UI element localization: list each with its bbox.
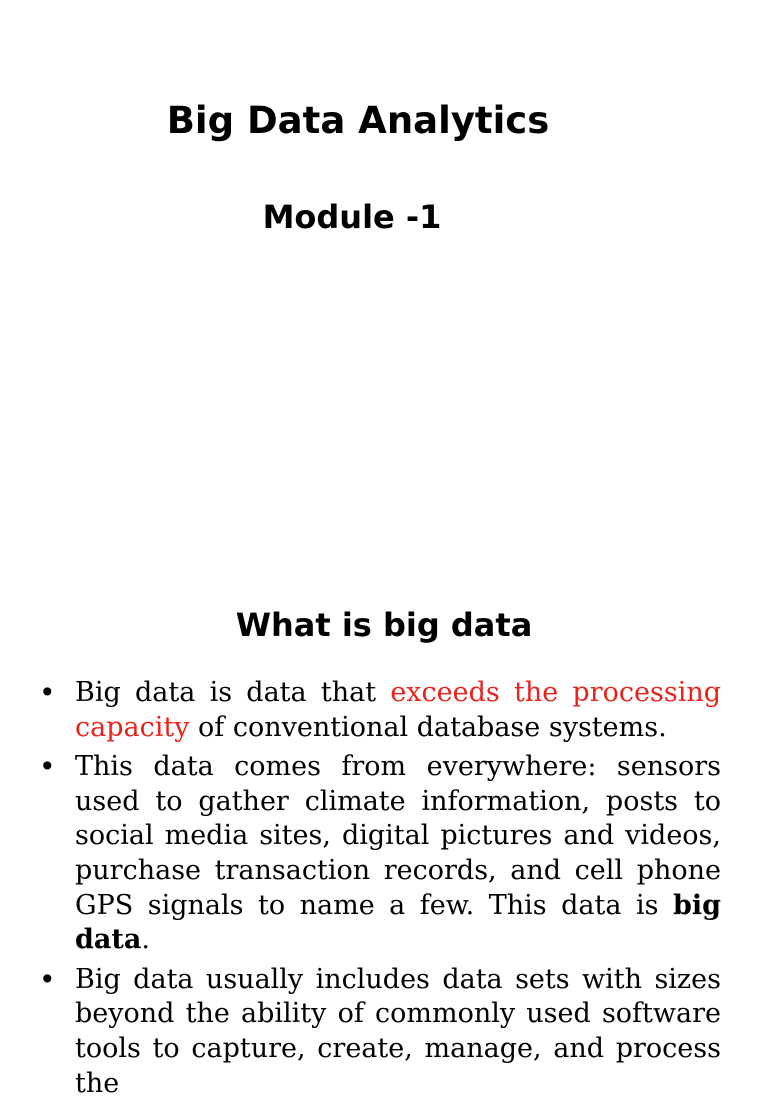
bullet-text-segment: of conventional database systems. [189, 711, 667, 743]
bullet-text [75, 963, 721, 1101]
bullet-text-segment: This data comes from everywhere: sensors used to gather climate information, posts to social media sites, digital pictures and videos, purchase transaction records, and cell phone GPS signals to name a few. This data is [75, 751, 721, 921]
bullet-text-segment: Big data is data that [75, 677, 391, 708]
bullet-text [75, 750, 721, 958]
highlighted-phrase: exceeds the processing capacity [75, 677, 722, 743]
section-heading: What is big data [235, 606, 533, 644]
bullet-icon: • [39, 962, 56, 996]
bullet-text-segment: Big data usually includes data sets with sizes beyond the ability of commonly used software tools to capture, create, manage, and process the [75, 963, 721, 1099]
bullet-text-segment: . [141, 924, 150, 956]
bullet-list [0, 676, 768, 1106]
list-item [0, 676, 768, 745]
list-item [0, 750, 768, 958]
slide-subtitle: Module -1 [262, 198, 442, 236]
bullet-icon: • [39, 676, 56, 709]
bullet-text [75, 676, 721, 745]
bullet-icon: • [39, 750, 56, 784]
slide-title: Big Data Analytics [166, 99, 550, 142]
list-item [0, 963, 768, 1101]
bold-phrase: big data [75, 889, 721, 956]
